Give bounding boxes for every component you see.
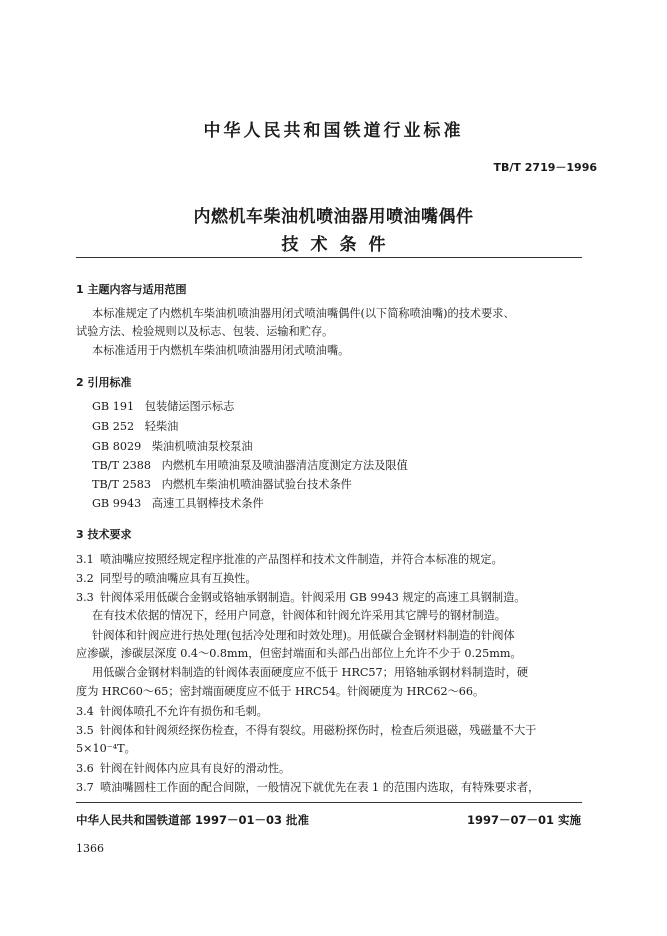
section-3-heading: 3 技术要求: [76, 528, 132, 541]
reference-item: [92, 438, 253, 456]
clause-number: 3.1: [76, 553, 94, 566]
clause-3-2: [76, 570, 257, 588]
reference-item: [92, 476, 352, 494]
clause-number: 3.4: [76, 705, 94, 718]
reference-title: 包装储运图示标志: [144, 400, 235, 413]
reference-code: TB/T 2388: [92, 459, 151, 472]
section-1-para1-line1: 本标准规定了内燃机车柴油机喷油器用闭式喷油嘴偶件(以下简称喷油嘴)的技术要求、: [92, 307, 515, 320]
footer-divider: [76, 802, 582, 803]
clause-text: 针阀体喷孔不允许有损伤和毛刺。: [100, 705, 268, 718]
reference-item: [92, 457, 408, 475]
clause-3-3: [76, 589, 526, 607]
clause-3-3-line6: 度为 HRC60～65；密封端面硬度应不低于 HRC54。针阀硬度为 HRC62～66。: [76, 685, 485, 698]
clause-3-4: [76, 703, 268, 721]
clause-text: 针阀体和针阀须经探伤检查，不得有裂纹。用磁粉探伤时，检查后须退磁，残磁量不大于: [100, 724, 537, 737]
reference-title: 轻柴油: [144, 420, 179, 433]
clause-text: 针阀体采用低碳合金钢或铬轴承钢制造。针阀采用 GB 9943 规定的高速工具钢制造。: [100, 591, 526, 604]
reference-title: 柴油机喷油泵校泵油: [151, 440, 253, 453]
clause-3-3-line2: 在有技术依据的情况下，经用户同意，针阀体和针阀允许采用其它牌号的钢材制造。: [92, 609, 506, 622]
section-1-para2: 本标准适用于内燃机车柴油机喷油器用闭式喷油嘴。: [92, 344, 350, 357]
approval-line: 中华人民共和国铁道部 1997－01－03 批准: [76, 813, 310, 827]
reference-title: 内燃机车柴油机喷油器试验台技术条件: [161, 478, 352, 491]
clause-3-3-line5: 用低碳合金钢材料制造的针阀体表面硬度应不低于 HRC57；用铬轴承钢材料制造时，硬: [92, 666, 529, 679]
reference-title: 内燃机车用喷油泵及喷油器清洁度测定方法及限值: [161, 459, 408, 472]
clause-text: 针阀在针阀体内应具有良好的滑动性。: [100, 762, 291, 775]
clause-number: 3.6: [76, 762, 94, 775]
implementation-date: 1997－07－01 实施: [466, 813, 581, 827]
document-title-line2: 技术条件: [281, 235, 398, 255]
standard-number: TB/T 2719－1996: [493, 161, 597, 174]
section-2-heading: 2 引用标准: [76, 376, 132, 389]
clause-3-3-line3: 针阀体和针阀应进行热处理(包括冷处理和时效处理)。用低碳合金钢材料制造的针阀体: [92, 629, 515, 642]
reference-code: GB 252: [92, 420, 135, 433]
page-number: 1366: [76, 842, 104, 855]
title-divider: [76, 257, 582, 258]
reference-item: [92, 495, 264, 513]
reference-item: [92, 418, 178, 436]
reference-item: [92, 398, 234, 416]
clause-3-6: [76, 760, 290, 778]
clause-number: 3.5: [76, 724, 94, 737]
standard-category-header: 中华人民共和国铁道行业标准: [203, 121, 464, 141]
clause-3-3-line4: 应渗碳，渗碳层深度 0.4～0.8mm，但密封端面和头部凸出部位上允许不少于 0.25mm。: [76, 647, 522, 660]
clause-number: 3.2: [76, 572, 94, 585]
clause-3-5-line2: 5×10⁻⁴T。: [76, 742, 136, 755]
section-1-heading: 1 主题内容与适用范围: [76, 283, 187, 296]
clause-text: 同型号的喷油嘴应具有互换性。: [100, 572, 257, 585]
clause-text: 喷油嘴应按照经规定程序批准的产品图样和技术文件制造，并符合本标准的规定。: [100, 553, 503, 566]
clause-text: 喷油嘴圆柱工作面的配合间隙，一般情况下就优先在表 1 的范围内选取，有特殊要求者，: [100, 781, 540, 794]
clause-3-5: [76, 722, 536, 740]
reference-code: GB 9943: [92, 497, 142, 510]
reference-code: GB 8029: [92, 440, 142, 453]
clause-3-1: [76, 551, 503, 569]
section-1-para1-line2: 试验方法、检验规则以及标志、包装、运输和贮存。: [76, 325, 334, 338]
document-title-line1: 内燃机车柴油机喷油器用喷油嘴偶件: [193, 207, 474, 227]
reference-code: GB 191: [92, 400, 135, 413]
clause-3-7: [76, 779, 539, 797]
reference-code: TB/T 2583: [92, 478, 151, 491]
reference-title: 高速工具钢棒技术条件: [151, 497, 264, 510]
clause-number: 3.7: [76, 781, 94, 794]
clause-number: 3.3: [76, 591, 94, 604]
